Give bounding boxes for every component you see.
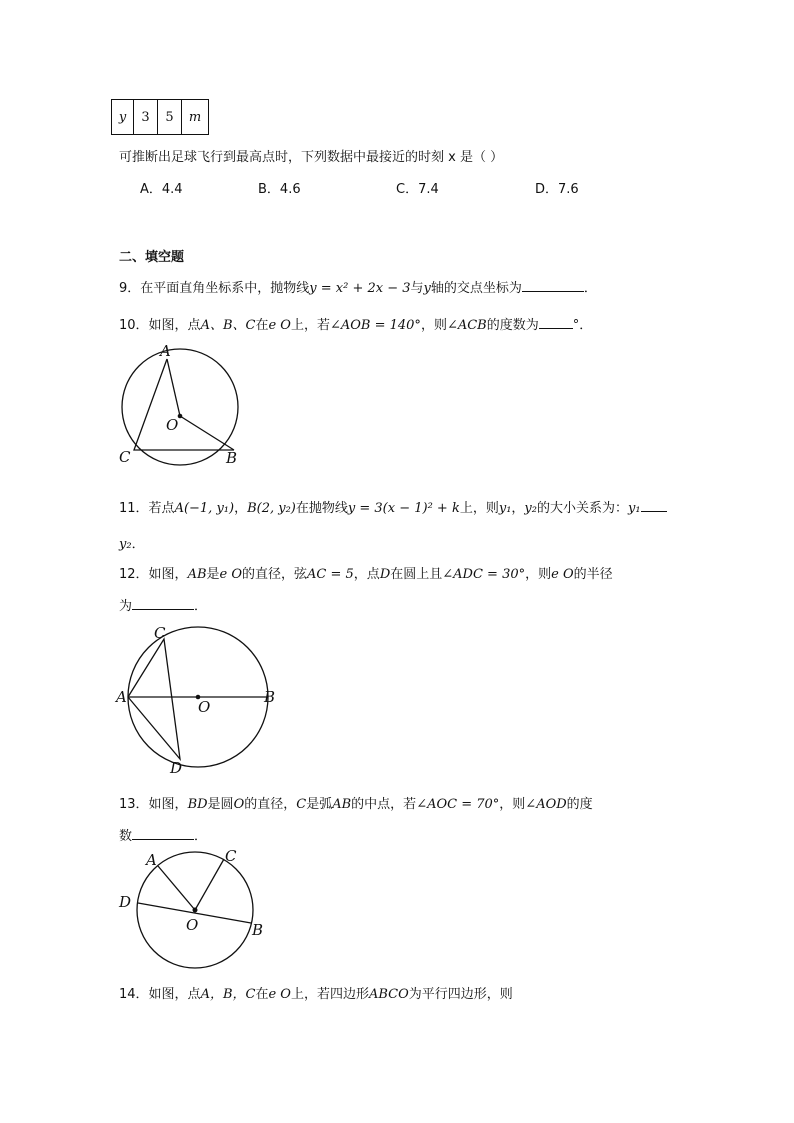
q10-end: °． xyxy=(572,318,593,333)
radius-oa xyxy=(158,866,195,910)
chords-acd xyxy=(128,639,180,759)
label-c: C xyxy=(154,624,166,642)
q10-text: 上，若 xyxy=(290,318,330,333)
q14-text: 为平行四边形，则 xyxy=(408,987,513,1002)
q11-text: 上，则 xyxy=(459,501,499,516)
label-o: O xyxy=(166,416,179,434)
label-d: D xyxy=(119,893,132,911)
answer-blank[interactable] xyxy=(641,499,667,512)
q11-text: 在抛物线 xyxy=(295,501,348,516)
points-label: A，B，C xyxy=(200,987,256,1002)
y-axis-symbol: y xyxy=(423,281,431,296)
q11-text: 若点 xyxy=(148,501,175,516)
q13-text: ，则 xyxy=(499,797,526,812)
q12-circle-figure xyxy=(112,624,282,776)
q10-text: ，则 xyxy=(420,318,447,333)
label-o: O xyxy=(198,698,211,716)
table-cell: m xyxy=(182,100,209,135)
q10-text: 如图，点 xyxy=(148,318,201,333)
point-c: C xyxy=(296,797,307,812)
q9-text: 轴的交点坐标为 xyxy=(430,281,522,296)
q12-text: 为 xyxy=(119,599,133,614)
q12-text: 的直径，弦 xyxy=(242,567,308,582)
center-point xyxy=(193,908,198,913)
q8-stem: 可推断出足球飞行到最高点时，下列数据中最接近的时刻 x 是（ ） xyxy=(119,150,504,165)
y2-symbol: y₂ xyxy=(524,501,537,516)
label-a: A xyxy=(146,851,157,869)
question-11 xyxy=(119,497,667,516)
angle-adc: ∠ADC = 30° xyxy=(442,567,526,582)
q12-text: 是 xyxy=(206,567,220,582)
q14-text: 上，若四边形 xyxy=(290,987,369,1002)
q8-option-d[interactable]: D．7.6 xyxy=(535,182,579,197)
q9-text: 在平面直角坐标系中，抛物线 xyxy=(140,281,310,296)
q10-text: 的度数为 xyxy=(486,318,539,333)
circle-symbol: e O xyxy=(268,987,291,1002)
answer-blank[interactable] xyxy=(539,316,573,329)
label-b: B xyxy=(264,688,276,706)
label-a: A xyxy=(160,342,171,360)
q13-text: 的直径， xyxy=(244,797,297,812)
angle-acb: ∠ACB xyxy=(446,318,487,333)
q11-text: ， xyxy=(511,501,525,516)
question-number: 13． xyxy=(119,797,149,812)
q9-end: ． xyxy=(583,281,597,296)
point-o: O xyxy=(233,797,245,812)
q12-end: ． xyxy=(194,599,208,614)
label-o: O xyxy=(186,916,199,934)
answer-blank[interactable] xyxy=(132,827,194,840)
q11-text: 的大小关系为： xyxy=(536,501,628,516)
radius-oc xyxy=(195,859,224,910)
parabola-expression: y = x² + 2x − 3 xyxy=(309,281,411,296)
q8-option-a[interactable]: A．4.4 xyxy=(140,182,183,197)
question-12 xyxy=(119,563,613,582)
y1-symbol: y₁ xyxy=(628,501,641,516)
answer-blank[interactable] xyxy=(522,279,584,292)
q13-end: ． xyxy=(194,829,208,844)
label-b: B xyxy=(226,449,238,467)
table-cell: y xyxy=(112,100,134,135)
q10-circle-figure xyxy=(110,340,250,470)
parabola-expression: y = 3(x − 1)² + k xyxy=(347,501,460,516)
question-11-cont xyxy=(119,533,145,552)
q13-text: 是圆 xyxy=(207,797,234,812)
question-number: 10． xyxy=(119,318,149,333)
question-9 xyxy=(119,277,597,296)
q12-text: 如图， xyxy=(148,567,188,582)
q11-text: ， xyxy=(234,501,248,516)
radii-oa-ob xyxy=(167,359,234,450)
q13-text: 的中点，若 xyxy=(351,797,417,812)
circle-symbol: e O xyxy=(551,567,574,582)
q13-text: 数 xyxy=(119,829,133,844)
circle-symbol: e O xyxy=(219,567,243,582)
label-c: C xyxy=(119,448,131,466)
q8-option-b[interactable]: B．4.6 xyxy=(258,182,301,197)
point-d: D xyxy=(379,567,391,582)
q13-circle-figure xyxy=(112,843,282,973)
question-number: 9． xyxy=(119,281,141,296)
angle-aod: ∠AOD xyxy=(525,797,567,812)
q11-end: ． xyxy=(131,537,145,552)
angle-aoc: ∠AOC = 70° xyxy=(416,797,500,812)
segment-ab: AB xyxy=(187,567,207,582)
question-number: 11． xyxy=(119,501,149,516)
answer-blank[interactable] xyxy=(132,597,194,610)
q9-text: 与 xyxy=(410,281,424,296)
question-number: 14． xyxy=(119,987,149,1002)
circle-symbol: e O xyxy=(268,318,291,333)
question-number: 12． xyxy=(119,567,149,582)
table-cell: 5 xyxy=(158,100,182,135)
value-table xyxy=(111,99,209,135)
question-13 xyxy=(119,793,593,812)
q12-text: ，则 xyxy=(525,567,552,582)
label-a: A xyxy=(116,688,127,706)
label-c: C xyxy=(225,847,237,865)
q14-text: 在 xyxy=(255,987,269,1002)
chord-ac: AC = 5 xyxy=(307,567,354,582)
label-d: D xyxy=(170,759,183,776)
label-b: B xyxy=(252,921,264,939)
q12-text: 的半径 xyxy=(573,567,613,582)
question-10 xyxy=(119,314,592,333)
center-point xyxy=(178,414,183,419)
quadrilateral-abco: ABCO xyxy=(368,987,409,1002)
q8-option-c[interactable]: C．7.4 xyxy=(396,182,439,197)
q10-text: 在 xyxy=(255,318,269,333)
point-a: A(−1, y₁) xyxy=(174,501,235,516)
points-label: A、B、C xyxy=(200,318,256,333)
chords-ca-cb xyxy=(134,359,234,450)
q14-text: 如图，点 xyxy=(148,987,201,1002)
section-heading: 二、填空题 xyxy=(119,250,185,265)
y2-symbol: y₂ xyxy=(119,537,132,552)
segment-bd: BD xyxy=(187,797,208,812)
question-12-cont xyxy=(119,595,207,614)
q13-text: 的度 xyxy=(566,797,593,812)
y1-symbol: y₁ xyxy=(498,501,512,516)
q13-text: 是弧 xyxy=(306,797,333,812)
question-13-cont xyxy=(119,825,207,844)
q13-text: 如图， xyxy=(148,797,188,812)
question-14 xyxy=(119,983,513,1002)
q12-text: 在圆上且 xyxy=(390,567,443,582)
circle-o xyxy=(122,349,238,465)
arc-ab: AB xyxy=(332,797,352,812)
q12-text: ，点 xyxy=(353,567,380,582)
table-cell: 3 xyxy=(134,100,158,135)
angle-aob: ∠AOB = 140° xyxy=(329,318,421,333)
point-b: B(2, y₂) xyxy=(247,501,296,516)
